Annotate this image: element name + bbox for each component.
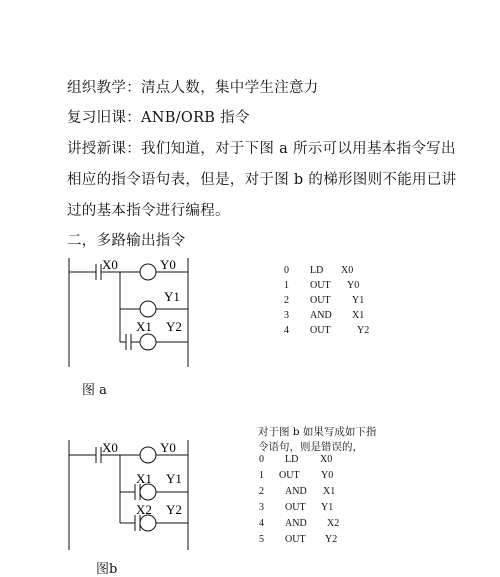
label-b-x2: X2 (136, 502, 152, 517)
label-b-x1: X1 (136, 471, 152, 486)
paragraph-organize: 组织教学：清点人数，集中学生注意力 (67, 80, 319, 96)
label-b-x0: X0 (102, 440, 118, 455)
paragraph-lecture-line1: 讲授新课：我们知道，对于下图 a 所示可以用基本指令写出 (67, 141, 456, 157)
caption-b: 图b (96, 562, 118, 577)
label-a-y0: Y0 (160, 257, 176, 272)
label-b-y2: Y2 (166, 502, 182, 517)
ladder-diagram-a (60, 255, 200, 370)
note-line-1: 对于图 b 如果写成如下指 (258, 426, 377, 438)
section-heading: 二，多路输出指令 (67, 233, 186, 249)
label-b-y1: Y1 (166, 471, 182, 486)
paragraph-lecture-line2: 相应的指令语句表，但是，对于图 b 的梯形图则不能用已讲 (67, 172, 457, 188)
caption-a: 图 a (82, 383, 107, 398)
label-a-x0: X0 (102, 257, 118, 272)
ladder-diagram-b (60, 437, 200, 550)
note-line-2: 令语句，则是错误的， (258, 441, 363, 453)
paragraph-review: 复习旧课：ANB/ORB 指令 (67, 110, 250, 126)
label-a-x1: X1 (136, 319, 152, 334)
label-b-y0: Y0 (160, 440, 176, 455)
label-a-y1: Y1 (164, 289, 180, 304)
paragraph-lecture-line3: 过的基本指令进行编程。 (67, 203, 230, 219)
label-a-y2: Y2 (166, 319, 182, 334)
